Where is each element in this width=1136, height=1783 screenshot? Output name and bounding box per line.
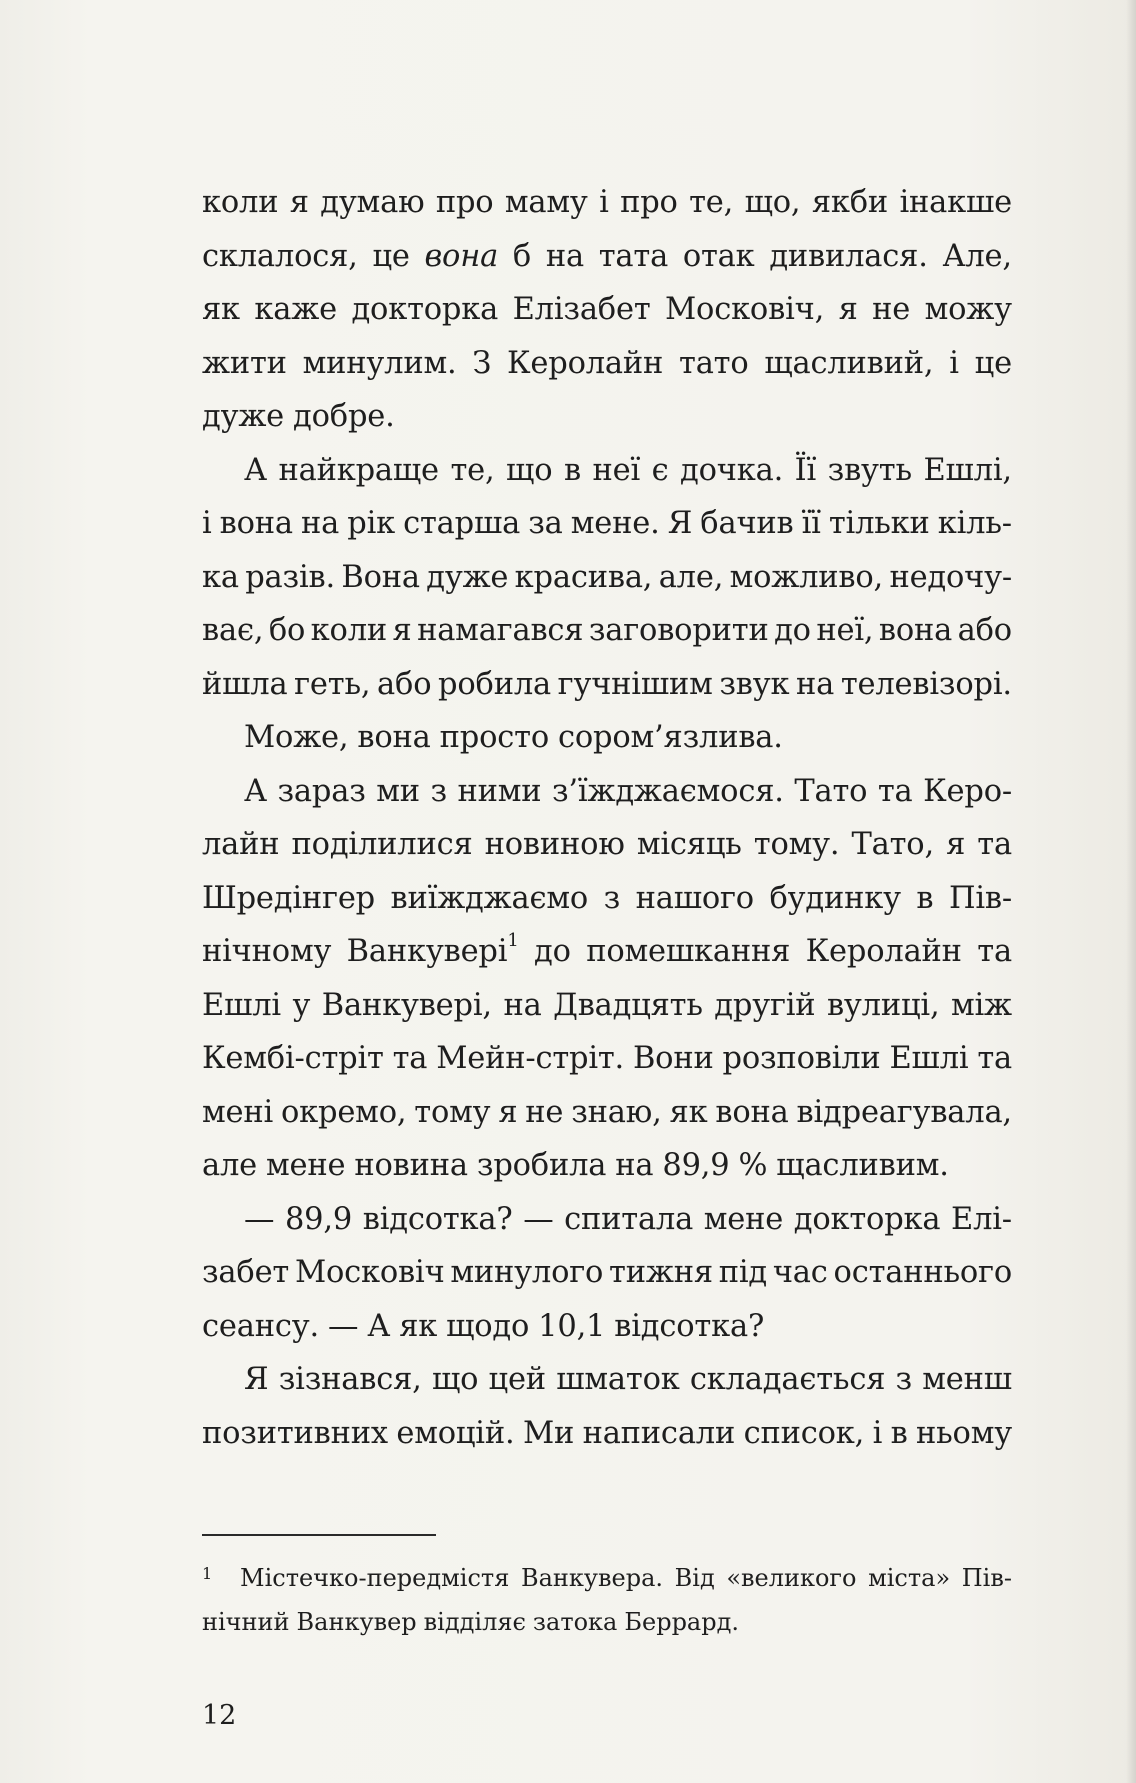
footnote-separator: [202, 1534, 436, 1536]
text-line: мені окремо, тому я не знаю, як вона відреагувала,: [202, 1094, 1012, 1130]
page-number: 12: [202, 1700, 237, 1731]
footnote-line: Містечко-передмістя Ванкувера. Від «великого міста» Пів-: [240, 1564, 1012, 1592]
text-line: дуже добре.: [202, 399, 395, 434]
body-text: [202, 176, 1012, 1460]
text-line: А найкраще те, що в неї є дочка. Її звуть Ешлі,: [244, 452, 1012, 488]
text-line: Може, вона просто сором’язлива.: [244, 720, 783, 755]
text-line: і вона на рік старша за мене. Я бачив її тільки кіль-: [202, 506, 1012, 541]
footnote-mark: 1: [202, 1564, 213, 1583]
text-line: сеансу. — А як щодо 10,1 відсотка?: [202, 1308, 765, 1344]
footnote: [202, 1556, 1012, 1644]
text-line: ка разів. Вона дуже красива, але, можливо, недочу-: [202, 559, 1012, 595]
text-line: йшла геть, або робила гучнішим звук на телевізорі.: [202, 666, 1012, 702]
text-line: Я зізнався, що цей шматок складається з менш: [244, 1362, 1012, 1397]
page-edge-shadow: [1126, 0, 1136, 1783]
text-line: Шредінгер виїжджаємо з нашого будинку в Пів-: [202, 880, 1012, 916]
text-line: позитивних емоцій. Ми написали список, і в ньому: [202, 1415, 1012, 1451]
text-line: склалося, це вона б на тата отак дивилася. Але,: [202, 238, 1012, 274]
text-line: ває, бо коли я намагався заговорити до неї, вона або: [202, 613, 1012, 648]
text-line: жити минулим. З Керолайн тато щасливий, і це: [202, 345, 1012, 381]
text-line: коли я думаю про маму і про те, що, якби інакше: [202, 185, 1012, 220]
text-line: нічному Ванкувері$^1$ до помешкання Керолайн та: [202, 929, 1012, 969]
text-line: А зараз ми з ними з’їжджаємося. Тато та Керо-: [244, 773, 1012, 809]
text-line: Кембі-стріт та Мейн-стріт. Вони розповіли Ешлі та: [202, 1041, 1012, 1076]
text-line: Ешлі у Ванкувері, на Двадцять другій вулиці, між: [202, 987, 1012, 1023]
footnote-reference: 1: [507, 929, 519, 951]
text-line: забет Московіч минулого тижня під час останнього: [202, 1255, 1012, 1290]
text-line: як каже докторка Елізабет Московіч, я не можу: [202, 292, 1012, 327]
text-line: — 89,9 відсотка? — спитала мене докторка Елі-: [244, 1201, 1012, 1237]
text-line: лайн поділилися новиною місяць тому. Тато, я та: [202, 827, 1012, 862]
emphasis: вона: [424, 238, 499, 274]
text-line: але мене новина зробила на 89,9 % щасливим.: [202, 1148, 949, 1183]
footnote-line: нічний Ванкувер відділяє затока Беррард.: [202, 1608, 740, 1636]
